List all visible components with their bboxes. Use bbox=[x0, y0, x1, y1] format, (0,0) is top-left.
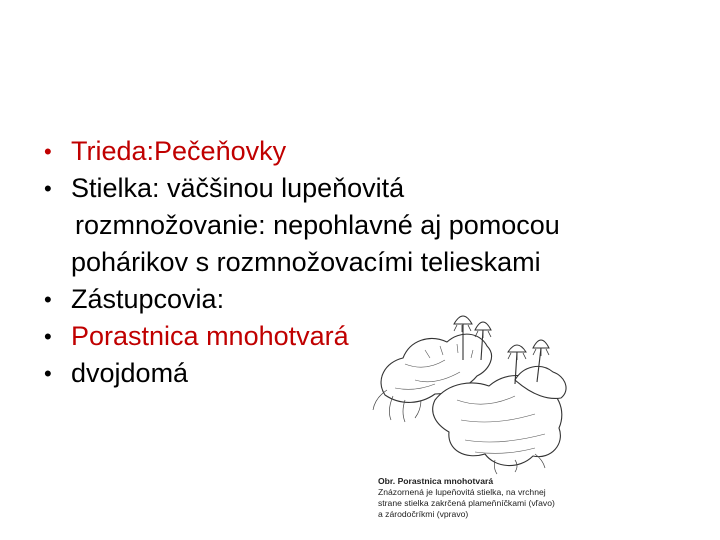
caption-line: Znázornená je lupeňovitá stielka, na vrchnej bbox=[378, 487, 546, 497]
caption-line: a zárodočríkmi (vpravo) bbox=[378, 509, 469, 519]
thallus-text: Stielka: väčšinou lupeňovitá bbox=[71, 173, 405, 203]
antheridiophore-cap bbox=[533, 340, 549, 348]
liverwort-illustration bbox=[365, 300, 580, 475]
antheridiophore-cap bbox=[508, 345, 526, 352]
class-text: Trieda:Pečeňovky bbox=[71, 136, 287, 166]
representatives-text: Zástupcovia: bbox=[71, 284, 225, 314]
bullet-marker: • bbox=[44, 324, 52, 349]
archegoniophore-cap bbox=[475, 322, 491, 330]
figure-caption bbox=[378, 476, 598, 520]
bullet-marker: • bbox=[44, 176, 52, 201]
bullet-item-class bbox=[44, 133, 560, 170]
bullet-marker: • bbox=[44, 139, 52, 164]
bullet-marker: • bbox=[44, 287, 52, 312]
archegoniophore-cap bbox=[454, 316, 472, 324]
species-text: Porastnica mnohotvará bbox=[71, 321, 349, 351]
caption-line: strane stielka zakrčená plameňníčkami (vľavo) bbox=[378, 498, 555, 508]
reproduction-line: rozmnožovanie: nepohlavné aj pomocou bbox=[75, 210, 560, 240]
bullet-marker: • bbox=[44, 361, 52, 386]
bullet-item-thallus bbox=[44, 170, 560, 207]
caption-title: Obr. Porastnica mnohotvará bbox=[378, 476, 494, 486]
reproduction-line-2: pohárikov s rozmnožovacími telieskami bbox=[71, 247, 541, 277]
dioecious-text: dvojdomá bbox=[71, 358, 189, 388]
